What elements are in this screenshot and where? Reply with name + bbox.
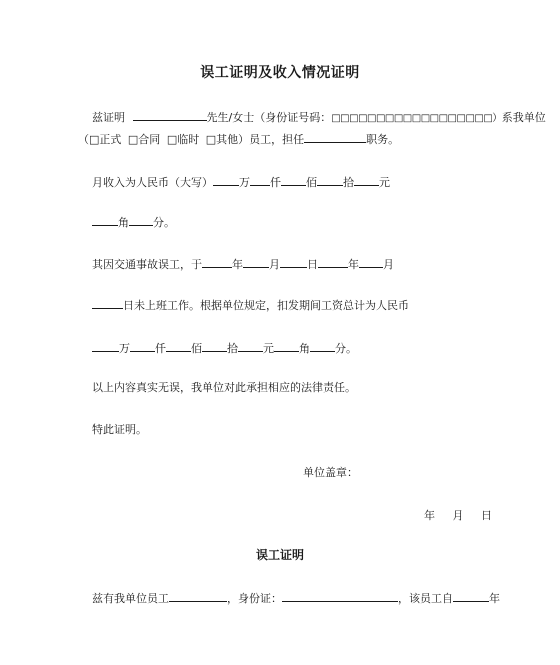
absence-line-2 <box>92 297 409 313</box>
income-wan-unit: 万 <box>239 176 250 189</box>
absence-deduction-text: 日未上班工作。根据单位规定，扣发期间工资总计为人民币 <box>123 299 409 312</box>
deduct-jiao-unit: 角 <box>299 342 310 355</box>
certify-line-1 <box>92 109 546 126</box>
deduct-fen-blank[interactable] <box>310 340 335 352</box>
date-line <box>424 507 492 523</box>
end-month-blank[interactable] <box>359 256 383 268</box>
since-year-blank[interactable] <box>453 590 489 602</box>
deduct-shi-blank[interactable] <box>202 340 227 352</box>
date-year-label: 年 <box>424 509 435 522</box>
document-title: 误工证明及收入情况证明 <box>200 65 360 81</box>
name-blank[interactable] <box>133 109 207 121</box>
position-suffix: 职务。 <box>366 133 400 146</box>
deduct-bai-blank[interactable] <box>166 340 191 352</box>
income-line-1 <box>92 174 390 190</box>
option-contract-checkbox[interactable]: □合同 <box>127 133 161 146</box>
deduct-qian-unit: 仟 <box>155 342 166 355</box>
employer-suffix: 系我单位 <box>501 111 546 124</box>
id-number-boxes[interactable]: □□□□□□□□□□□□□□□□□□） <box>331 113 502 124</box>
deduct-bai-unit: 佰 <box>191 342 202 355</box>
income-yuan-blank[interactable] <box>354 174 379 186</box>
income-fen-unit: 分。 <box>153 216 175 229</box>
since-year-unit: 年 <box>489 592 500 605</box>
id-card-blank[interactable] <box>282 590 398 602</box>
option-temporary-checkbox[interactable]: □临时 <box>166 133 200 146</box>
income-qian-blank[interactable] <box>250 174 270 186</box>
income-shi-blank[interactable] <box>317 174 343 186</box>
income-label: 月收入为人民币（大写） <box>92 176 213 189</box>
start-month-blank[interactable] <box>243 256 269 268</box>
certify-prefix: 兹证明 <box>92 111 125 124</box>
closing-text: 特此证明。 <box>92 423 147 436</box>
income-jiao-blank[interactable] <box>92 214 118 226</box>
start-day-unit: 日 <box>307 258 318 271</box>
income-line-2 <box>92 214 175 230</box>
income-bai-unit: 佰 <box>306 176 317 189</box>
option-other-checkbox[interactable]: □其他）员工，担任 <box>205 133 305 146</box>
option-formal-checkbox[interactable]: □正式 <box>89 133 122 146</box>
absence-line-1 <box>92 256 394 272</box>
income-shi-unit: 拾 <box>343 176 354 189</box>
deduct-wan-unit: 万 <box>119 342 130 355</box>
date-month-label: 月 <box>452 509 464 522</box>
deduct-fen-unit: 分。 <box>335 342 357 355</box>
seal-label: 单位盖章： <box>303 466 358 479</box>
start-year-unit: 年 <box>232 258 243 271</box>
date-day-label: 日 <box>481 509 492 522</box>
deduct-qian-blank[interactable] <box>130 340 155 352</box>
end-day-blank[interactable] <box>92 297 123 309</box>
end-year-blank[interactable] <box>318 256 348 268</box>
position-blank[interactable] <box>304 131 366 143</box>
second-certify-line <box>92 590 500 606</box>
deduction-line <box>92 340 357 356</box>
income-fen-blank[interactable] <box>129 214 153 226</box>
paren-open: （ <box>78 133 89 146</box>
start-month-unit: 月 <box>269 258 280 271</box>
section-subtitle: 误工证明 <box>255 548 304 562</box>
income-yuan-unit: 元 <box>379 176 390 189</box>
income-jiao-unit: 角 <box>118 216 129 229</box>
deduct-yuan-blank[interactable] <box>238 340 263 352</box>
gender-id-label: 先生/女士（身份证号码： <box>206 111 332 124</box>
second-prefix: 兹有我单位员工 <box>92 592 169 605</box>
id-card-label: ，身份证： <box>227 592 282 605</box>
deduct-yuan-unit: 元 <box>263 342 274 355</box>
income-wan-blank[interactable] <box>213 174 239 186</box>
income-bai-blank[interactable] <box>281 174 306 186</box>
since-label: ，该员工自 <box>398 592 453 605</box>
deduct-jiao-blank[interactable] <box>274 340 299 352</box>
start-day-blank[interactable] <box>280 256 307 268</box>
income-qian-unit: 仟 <box>270 176 281 189</box>
statement-text: 以上内容真实无误，我单位对此承担相应的法律责任。 <box>92 381 356 394</box>
certify-line-2 <box>78 131 399 147</box>
end-year-unit: 年 <box>348 258 359 271</box>
absence-prefix: 其因交通事故误工，于 <box>92 258 202 271</box>
employee-name-blank[interactable] <box>169 590 227 602</box>
deduct-shi-unit: 拾 <box>227 342 238 355</box>
end-month-unit: 月 <box>383 258 394 271</box>
deduct-wan-blank[interactable] <box>92 340 119 352</box>
start-year-blank[interactable] <box>202 256 232 268</box>
